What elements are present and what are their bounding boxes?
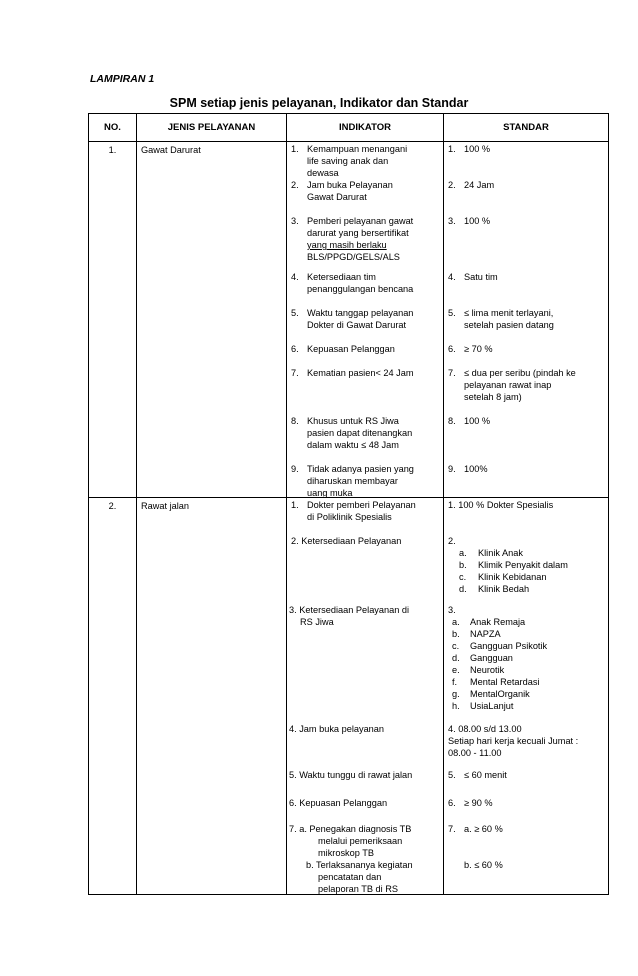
row-jenis: Gawat Darurat xyxy=(137,142,287,498)
list-item: Mental Retardasi xyxy=(470,677,540,687)
list-item: 100% xyxy=(464,464,488,474)
list-item: pelaporan TB di RS xyxy=(318,884,399,894)
row2-indikator-cell xyxy=(287,498,444,895)
list-item: a. xyxy=(459,548,467,558)
list-item: d. xyxy=(459,584,467,594)
row1-standar-cell xyxy=(444,142,609,498)
list-item: 100 % xyxy=(464,216,491,226)
list-item: RS Jiwa xyxy=(300,617,334,627)
list-item: b. xyxy=(452,629,460,639)
list-item: c. xyxy=(452,641,460,651)
list-item: penanggulangan bencana xyxy=(307,284,414,294)
row-jenis: Rawat jalan xyxy=(137,498,287,895)
list-item: uang muka xyxy=(307,488,353,498)
list-item: 2. xyxy=(448,180,456,190)
list-item: 3. xyxy=(448,605,456,615)
header-no: NO. xyxy=(89,114,137,142)
list-item: pasien dapat ditenangkan xyxy=(307,428,413,438)
list-item: 9. xyxy=(448,464,456,474)
list-item: Klinik Anak xyxy=(478,548,523,558)
list-item: Khusus untuk RS Jiwa xyxy=(307,416,399,426)
list-item: 6. xyxy=(448,798,456,808)
list-item: Klimik Penyakit dalam xyxy=(478,560,568,570)
list-item: Waktu tanggap pelayanan xyxy=(307,308,414,318)
list-item: di Poliklinik Spesialis xyxy=(307,512,392,522)
list-item: Gawat Darurat xyxy=(307,192,367,202)
page-title: SPM setiap jenis pelayanan, Indikator dan Standar xyxy=(169,96,469,110)
list-item: b. ≤ 60 % xyxy=(464,860,503,870)
list-item: g. xyxy=(452,689,460,699)
list-item: 1. xyxy=(291,144,299,154)
list-item: Klinik Bedah xyxy=(478,584,530,594)
list-item: Kemampuan menangani xyxy=(307,144,408,154)
list-item: 8. xyxy=(291,416,299,426)
list-item: 3. Ketersediaan Pelayanan di xyxy=(289,605,410,615)
list-item: 7. xyxy=(448,368,456,378)
list-item: 3. xyxy=(448,216,456,226)
table-row xyxy=(89,498,609,895)
list-item: Klinik Kebidanan xyxy=(478,572,547,582)
list-item: Kematian pasien< 24 Jam xyxy=(307,368,414,378)
list-item: h. xyxy=(452,701,460,711)
list-item: ≤ lima menit terlayani, xyxy=(464,308,554,318)
list-item: Dokter pemberi Pelayanan xyxy=(307,500,416,510)
list-item: dalam waktu ≤ 48 Jam xyxy=(307,440,399,450)
list-item: mikroskop TB xyxy=(318,848,374,858)
list-item: Neurotik xyxy=(470,665,505,675)
list-item: MentalOrganik xyxy=(470,689,530,699)
list-item: 7. xyxy=(291,368,299,378)
list-item: 6. xyxy=(448,344,456,354)
list-item: ≤ dua per seribu (pindah ke xyxy=(464,368,576,378)
list-item: yang masih berlaku xyxy=(307,240,387,250)
list-item: 5. xyxy=(448,770,456,780)
list-item: 4. xyxy=(291,272,299,282)
list-item: Anak Remaja xyxy=(470,617,526,627)
list-item: life saving anak dan xyxy=(307,156,389,166)
row1-indikator-cell xyxy=(287,142,444,498)
list-item: ≤ 60 menit xyxy=(464,770,507,780)
list-item: 100 % xyxy=(464,144,491,154)
list-item: Tidak adanya pasien yang xyxy=(307,464,414,474)
lampiran-label: LAMPIRAN 1 xyxy=(90,73,155,85)
list-item: e. xyxy=(452,665,460,675)
list-item: setelah 8 jam) xyxy=(464,392,522,402)
list-item: Kepuasan Pelanggan xyxy=(307,344,395,354)
header-indikator: INDIKATOR xyxy=(287,114,444,142)
list-item: 1. xyxy=(291,500,299,510)
list-item: BLS/PPGD/GELS/ALS xyxy=(307,252,400,262)
list-item: 2. xyxy=(448,536,456,546)
list-item: 9. xyxy=(291,464,299,474)
list-item: a. xyxy=(452,617,460,627)
list-item: 5. Waktu tunggu di rawat jalan xyxy=(289,770,413,780)
list-item: ≥ 90 % xyxy=(464,798,493,808)
list-item: 4. xyxy=(448,272,456,282)
header-standar: STANDAR xyxy=(444,114,609,142)
list-item: Setiap hari kerja kecuali Jumat : xyxy=(448,736,579,746)
list-item: darurat yang bersertifikat xyxy=(307,228,409,238)
list-item: diharuskan membayar xyxy=(307,476,398,486)
list-item: 1. 100 % Dokter Spesialis xyxy=(448,500,554,510)
list-item: NAPZA xyxy=(470,629,501,639)
list-item: Jam buka Pelayanan xyxy=(307,180,393,190)
list-item: 3. xyxy=(291,216,299,226)
list-item: 8. xyxy=(448,416,456,426)
list-item: c. xyxy=(459,572,467,582)
list-item: 6. xyxy=(291,344,299,354)
list-item: melalui pemeriksaan xyxy=(318,836,403,846)
list-item: pencatatan dan xyxy=(318,872,382,882)
spm-table xyxy=(88,113,609,895)
list-item: Gangguan xyxy=(470,653,513,663)
list-item: pelayanan rawat inap xyxy=(464,380,552,390)
list-item: dewasa xyxy=(307,168,339,178)
list-item: ≥ 70 % xyxy=(464,344,493,354)
list-item: Satu tim xyxy=(464,272,498,282)
list-item: 08.00 - 11.00 xyxy=(448,748,502,758)
list-item: 7. a. Penegakan diagnosis TB xyxy=(289,824,412,834)
list-item: Gangguan Psikotik xyxy=(470,641,548,651)
table-row xyxy=(89,142,609,498)
list-item: Dokter di Gawat Darurat xyxy=(307,320,407,330)
list-item: 24 Jam xyxy=(464,180,495,190)
list-item: 2. Ketersediaan Pelayanan xyxy=(291,536,402,546)
list-item: 4. Jam buka pelayanan xyxy=(289,724,385,734)
list-item: 1. xyxy=(448,144,456,154)
list-item: UsiaLanjut xyxy=(470,701,514,711)
list-item: Pemberi pelayanan gawat xyxy=(307,216,414,226)
list-item: 5. xyxy=(291,308,299,318)
row2-standar-cell xyxy=(444,498,609,895)
list-item: setelah pasien datang xyxy=(464,320,554,330)
list-item: f. xyxy=(452,677,458,687)
list-item: 7. xyxy=(448,824,456,834)
table-header-row xyxy=(89,114,609,142)
list-item: 4. 08.00 s/d 13.00 xyxy=(448,724,522,734)
list-item: Ketersediaan tim xyxy=(307,272,376,282)
row-number: 1. xyxy=(89,142,137,498)
list-item: 100 % xyxy=(464,416,491,426)
list-item: 6. Kepuasan Pelanggan xyxy=(289,798,388,808)
list-item: 2. xyxy=(291,180,299,190)
row-number: 2. xyxy=(89,498,137,895)
list-item: b. xyxy=(459,560,467,570)
list-item: 5. xyxy=(448,308,456,318)
list-item: d. xyxy=(452,653,460,663)
list-item: b. Terlaksananya kegiatan xyxy=(306,860,413,870)
header-jenis: JENIS PELAYANAN xyxy=(137,114,287,142)
list-item: a. ≥ 60 % xyxy=(464,824,503,834)
